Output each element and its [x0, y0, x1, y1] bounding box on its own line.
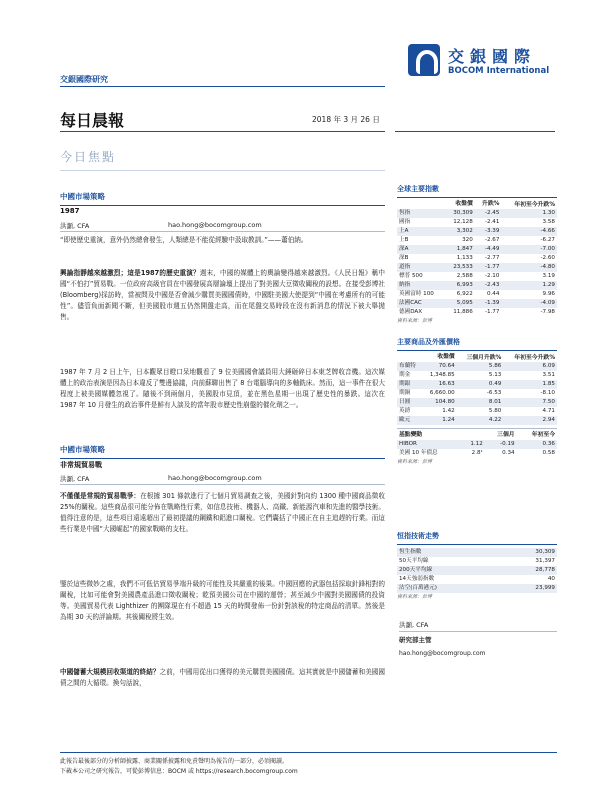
commodity-cell: 1,348.85	[429, 372, 455, 378]
section2-author-email[interactable]: hao.hong@bocomgroup.com	[168, 474, 262, 482]
index-cell: -4.66	[501, 227, 557, 236]
right-author-divider	[399, 631, 557, 632]
index-cell: 1,847	[445, 245, 474, 254]
index-cell: 國指	[399, 219, 411, 225]
section1-bar	[60, 205, 385, 206]
table-row	[397, 398, 557, 407]
col-3m: 三個月升跌%	[466, 354, 502, 361]
index-cell: -7.00	[501, 245, 557, 254]
company-logo	[408, 44, 576, 84]
index-cell: 上B	[399, 237, 409, 243]
rate-cell: 1.12	[460, 440, 484, 449]
index-cell: -2.67	[484, 237, 500, 243]
section1-author	[60, 221, 385, 230]
section2-heading: 中國市場策略	[60, 445, 105, 454]
index-cell: -3.39	[475, 227, 502, 236]
section2-p3-lead: 中國儲蓄大規模回收渠道的終結？	[60, 668, 160, 676]
table-header-row	[397, 200, 557, 209]
commodity-cell: 5.80	[488, 408, 502, 414]
index-cell: 23,533	[445, 263, 474, 272]
col-rate-change: 基點變動	[399, 432, 423, 438]
right-author-name: 洪灝, CFA	[399, 621, 429, 629]
commodity-cell: 期金	[399, 372, 411, 378]
commodities-bar	[397, 350, 557, 351]
index-cell: 深B	[399, 255, 409, 261]
report-date: 2018 年 3 月 26 日	[312, 115, 380, 124]
section2-author-divider	[60, 484, 385, 485]
section1-quote: “即使歷史重演，意外仍然總會發生，人類總是不能從經驗中汲取教訓。”——蕭伯納。	[60, 236, 308, 244]
section2-paragraph-3	[60, 667, 385, 689]
index-cell: 納指	[397, 281, 445, 290]
table-row	[397, 584, 557, 593]
global-indices-heading: 全球主要指數	[397, 185, 439, 193]
index-cell: -2.60	[540, 255, 555, 261]
col-closing: 收盤價	[455, 201, 473, 207]
table-row	[397, 575, 557, 584]
table-row	[397, 272, 557, 281]
commodity-cell: 期銀	[397, 380, 422, 389]
index-cell: -2.77	[484, 255, 500, 261]
section1-heading: 中國市場策略	[60, 192, 105, 201]
logo-cn-text: 交銀國際	[448, 47, 537, 66]
table-row	[397, 440, 557, 449]
commodity-cell: 布蘭特	[397, 362, 422, 371]
section2-bar	[60, 458, 385, 459]
table-row	[397, 209, 557, 218]
index-cell: -2.43	[475, 281, 502, 290]
technical-table	[397, 548, 557, 593]
commodity-cell: 5.86	[457, 362, 504, 371]
commodity-cell: 4.71	[542, 408, 555, 414]
index-cell: -2.10	[484, 273, 500, 279]
title-divider	[60, 131, 385, 132]
technical-cell: 恆生指數	[397, 548, 499, 557]
section2-p1-body: 在根據 301 條款進行了七個月貿易調查之後，美國針對向約 1300 種中國商品徵收 25%的關稅。這些商品很可能分佈在戰略性行業，如信息技術、機器人、高鐵、新能源汽車和先進的醫學技術。值得注意的是，這些項目遠遠超出了最初提議的鋼鐵和鋁進口關稅。它們囊括了中國正在自主追趕的行業。而這些行業是中國“大國崛起”的國家戰略的支柱。	[60, 492, 386, 533]
rate-cell: 0.34	[502, 450, 515, 456]
technical-cell: 200天平均線	[397, 566, 499, 575]
section1-header	[60, 191, 385, 206]
table-header-row	[397, 353, 557, 362]
index-cell: 3.19	[542, 273, 555, 279]
col-ytd: 年初至今升跌%	[514, 354, 555, 361]
commodity-cell: 104.80	[422, 398, 457, 407]
index-cell: 1.29	[501, 281, 557, 290]
commodity-cell: 英鎊	[399, 408, 411, 414]
table-row	[397, 263, 557, 272]
section2-paragraph-2: 鑒於這些微妙之處，我們不可低估貿易爭端升級的可能性及其嚴重的後果。中國回應的武器包括採取針鋒相對的關稅，比如可能會對美國農產品進口徵收關稅；乾預美國公司在中國的運營；甚至減少中國對美國國債的投資等。美國貿易代表 Lighthizer 的團隊現在有不超過 15 天的時間發佈一份針對該稅的特定商品的清單。然後是為期 30 天的評論期。其後關稅將生效。	[60, 580, 385, 621]
section2-header	[60, 444, 385, 459]
index-cell: -6.27	[540, 237, 555, 243]
commodity-cell: 歐元	[397, 416, 422, 425]
commodity-cell: 8.01	[457, 398, 504, 407]
table-row	[397, 362, 557, 371]
index-cell: 3,302	[445, 227, 474, 236]
index-cell: 1.30	[501, 209, 557, 218]
section1-p1-body: 週末，中國的媒體上的輿論變得越來越激烈。《人民日報》稱中國“不怕打”貿易戰。一位政府高級官員在中國發展高層論壇上提出了對美國大豆徵收關稅的設想。在接受彭博社(Bloomberg)採訪時，當被問及中國是否會減少購買美國國債時，中國駐美國大使提到“中國在考慮所有的可能性”。儘管負面新聞不斷，但美國股市週五仍然開盤走高，而在尾盤交易時段在沒有新消息的情況下被大舉拋售。	[60, 269, 385, 321]
commodity-cell: 70.64	[422, 362, 457, 371]
index-cell: 3.58	[542, 219, 555, 225]
commodity-cell: 日圓	[397, 398, 422, 407]
section2-author-name: 洪灝, CFA	[60, 475, 90, 483]
section1-subtitle: 1987	[60, 207, 80, 215]
section1-author-divider	[60, 231, 385, 232]
index-cell: 上A	[397, 227, 445, 236]
index-cell: 0.44	[486, 291, 500, 297]
commodity-cell: 期銅	[399, 390, 411, 396]
commodities-source: 資料來源：彭博	[397, 459, 433, 465]
right-author-block	[399, 620, 557, 657]
index-cell: 英國富時 100	[399, 291, 434, 297]
technical-cell: 沽空(百萬港元)	[397, 584, 499, 593]
col-rate-3m: 三個月	[497, 432, 515, 438]
title-divider-right	[395, 131, 555, 132]
rates-table	[397, 431, 557, 458]
index-cell: -2.45	[475, 209, 502, 218]
table-header-row	[397, 431, 557, 440]
table-row	[397, 416, 557, 425]
commodity-cell: 1.24	[422, 416, 457, 425]
rate-cell: HIBOR	[397, 440, 460, 449]
commodities-table	[397, 353, 557, 425]
commodity-cell: 7.50	[503, 398, 557, 407]
page-title: 每日晨報	[60, 111, 125, 130]
table-row	[397, 380, 557, 389]
commodity-cell: 1.42	[442, 408, 455, 414]
index-cell: 2,588	[456, 273, 473, 279]
section1-author-name: 洪灝, CFA	[60, 222, 90, 230]
index-cell: 恆指	[397, 209, 445, 218]
table-row	[397, 245, 557, 254]
section1-p1-lead: 興論指靜越來越激烈；這是1987的歷史重演？	[60, 269, 200, 277]
table-row	[397, 254, 557, 263]
brand-label: 交銀國際研究	[60, 75, 108, 84]
index-cell: -4.80	[501, 263, 557, 272]
technical-cell: 28,778	[499, 566, 557, 575]
rate-cell: 0.58	[542, 450, 555, 456]
index-cell: -4.49	[475, 245, 502, 254]
table-row	[397, 548, 557, 557]
index-cell: 德國DAX	[399, 309, 423, 315]
technical-cell: 50天平均線	[399, 558, 429, 564]
technical-cell: 30,309	[499, 548, 557, 557]
right-author-title: 研究部主管	[399, 636, 432, 644]
rates-divider	[397, 428, 557, 429]
footer-disclaimer: 此報告最後部分的分析師披露、商業關係披露和免責聲明為報告的一部分，必須閱讀。	[60, 758, 289, 765]
section2-subtitle: 非常規貿易戰	[60, 461, 102, 469]
commodity-cell: 6,660.00	[429, 390, 455, 396]
global-indices-bar	[397, 197, 557, 198]
table-row	[397, 290, 557, 299]
commodity-cell: 4.22	[457, 416, 504, 425]
section2-p3-body: 之前，中國用從出口獲得的美元購買美國國債。這其實就是中國儲蓄和美國國債之間的大循環。換句話說，	[60, 668, 386, 687]
commodity-cell: 3.51	[542, 372, 555, 378]
commodities-heading: 主要商品及外匯價格	[397, 338, 460, 346]
rate-cell: 2.8¹	[471, 450, 483, 456]
col-ytd: 年初至今升跌%	[514, 201, 555, 208]
global-indices-panel	[397, 184, 557, 324]
section1-paragraph-1	[60, 268, 385, 323]
commodity-cell: 16.63	[422, 380, 457, 389]
focus-heading: 今日焦點	[60, 150, 117, 164]
index-cell: -1.77	[484, 309, 500, 315]
logo-mark-icon	[408, 44, 440, 76]
index-cell: 320	[462, 237, 473, 243]
col-rate-ytd: 年初至今	[531, 432, 555, 438]
footer-download-info[interactable]: 下載本公司之研究報告，可從彭博信息：BOCM 或 https://research.bocomgroup.com	[60, 768, 298, 775]
technical-cell: 40	[547, 576, 555, 582]
commodity-cell: 0.49	[457, 380, 504, 389]
technical-bar	[397, 544, 557, 545]
index-cell: -1.77	[475, 263, 502, 272]
footer-divider	[60, 752, 557, 753]
rate-cell: 0.36	[517, 440, 557, 449]
table-row	[397, 566, 557, 575]
table-row	[397, 281, 557, 290]
footer	[60, 757, 557, 777]
technical-panel	[397, 531, 557, 600]
table-row	[397, 389, 557, 398]
table-row	[397, 371, 557, 380]
section1-paragraph-2: 1987 年 7 月 2 日上午，日本觀眾目瞪口呆地觀看了 9 位美國國會議員用大錘砸碎日本東芝牌收音機。這次媒體上的政治表演是因為日本違反了雙邊協議，向前蘇聯出售了 8 台電腦導向的多軸銑床。然而，這一事件在很大程度上被美國媒體忽視了。隨後不到兩個月，美國股市見頂，並在黑色星期一出現了歷史性的暴跌。這次在 1987 年 10 月發生的政治事件是鮮有人談及的當年股市歷史性崩盤的催化劑之一。	[60, 368, 385, 409]
col-closing: 收盤價	[437, 354, 455, 360]
commodity-cell: -8.10	[540, 390, 555, 396]
header-divider	[60, 86, 385, 87]
commodity-cell: 6.09	[503, 362, 557, 371]
logo-en-text: BOCOM International	[448, 66, 550, 76]
table-row	[397, 218, 557, 227]
commodity-cell: -6.53	[486, 390, 502, 396]
rate-cell: -0.19	[485, 440, 517, 449]
table-row	[397, 299, 557, 308]
technical-source: 資料來源：彭博	[397, 594, 433, 600]
table-row	[397, 449, 557, 458]
section2-p1-lead: 不僅僅是常規的貿易戰爭：	[60, 492, 141, 500]
index-cell: -1.39	[475, 299, 502, 308]
technical-cell: 14天強弱指數	[399, 576, 435, 582]
index-cell: 6,993	[445, 281, 474, 290]
commodity-cell: 5.13	[488, 372, 502, 378]
focus-divider	[60, 170, 385, 171]
index-cell: -4.09	[501, 299, 557, 308]
index-cell: 法國CAC	[397, 299, 445, 308]
index-cell: -2.41	[484, 219, 500, 225]
table-row	[397, 236, 557, 245]
technical-cell: 23,999	[499, 584, 557, 593]
table-row	[397, 227, 557, 236]
global-indices-source: 資料來源：彭博	[397, 318, 433, 324]
commodity-cell: 1.85	[503, 380, 557, 389]
global-indices-table	[397, 200, 557, 317]
technical-cell: 31,397	[535, 558, 555, 564]
index-cell: 12,128	[453, 219, 473, 225]
rate-cell: 美國 10 年債息	[399, 450, 438, 456]
index-cell: 11,886	[453, 309, 473, 315]
technical-heading: 恒指技術走勢	[397, 532, 439, 540]
index-cell: 1,133	[456, 255, 473, 261]
index-cell: 深A	[397, 245, 445, 254]
section2-author	[60, 474, 385, 483]
table-row	[397, 407, 557, 416]
section1-author-email[interactable]: hao.hong@bocomgroup.com	[168, 221, 262, 229]
index-cell: 30,309	[445, 209, 474, 218]
index-cell: 9.96	[542, 291, 555, 297]
commodity-cell: 2.94	[503, 416, 557, 425]
table-row	[397, 557, 557, 566]
section2-paragraph-1	[60, 491, 385, 535]
index-cell: -7.98	[540, 309, 555, 315]
right-author-email[interactable]: hao.hong@bocomgroup.com	[399, 650, 486, 657]
col-change: 升跌%	[482, 201, 500, 207]
index-cell: 6,922	[456, 291, 473, 297]
index-cell: 5,095	[445, 299, 474, 308]
index-cell: 標普 500	[399, 273, 423, 279]
table-row	[397, 308, 557, 317]
commodities-panel	[397, 337, 557, 465]
index-cell: 道指	[397, 263, 445, 272]
